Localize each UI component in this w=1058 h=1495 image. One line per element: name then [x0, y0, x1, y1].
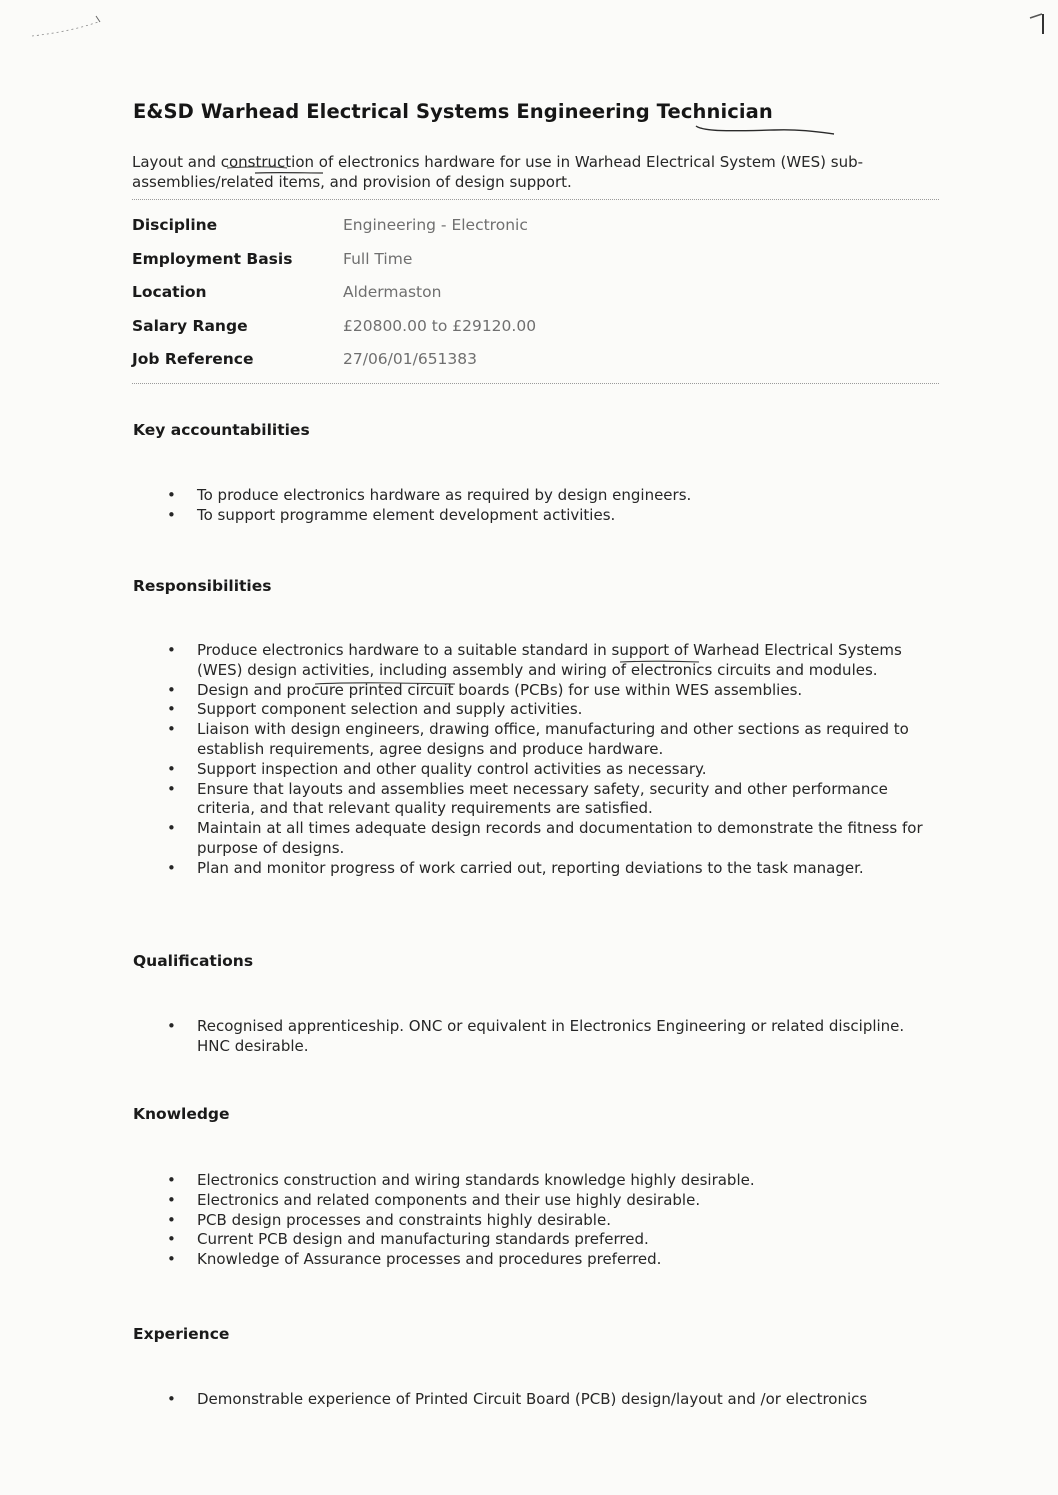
- details-label: Discipline: [132, 216, 218, 234]
- job-summary: Layout and construction of electronics hardware for use in Warhead Electrical System (WES) sub-assemblies/related items, and provision of design support.: [132, 153, 864, 191]
- list-item: • Produce electronics hardware to a suitable standard in support of Warhead Electrical Systems (WES) design activities, including assembly and wiring of electronics circuits and modules.: [165, 641, 940, 681]
- list-item: • Design and procure printed circuit boards (PCBs) for use within WES assemblies.: [165, 681, 940, 701]
- section-heading-responsibilities: Responsibilities: [133, 577, 272, 595]
- details-label: Job Reference: [132, 350, 254, 368]
- pen-underline-icon: [225, 161, 327, 175]
- list-item: • Electronics and related components and their use highly desirable.: [165, 1191, 940, 1211]
- list-item: • PCB design processes and constraints highly desirable.: [165, 1211, 940, 1231]
- details-value: Aldermaston: [343, 283, 442, 301]
- scan-pen-mark-icon: [30, 12, 110, 42]
- details-label: Employment Basis: [132, 249, 293, 268]
- details-label: Location: [132, 283, 207, 301]
- list-item: • To support programme element development activities.: [165, 506, 940, 526]
- section-heading-experience: Experience: [133, 1325, 230, 1343]
- details-value: £20800.00 to £29120.00: [343, 316, 537, 335]
- list-item: • Plan and monitor progress of work carried out, reporting deviations to the task manager.: [165, 859, 940, 879]
- list-item: • Electronics construction and wiring standards knowledge highly desirable.: [165, 1171, 940, 1191]
- list-item: • Knowledge of Assurance processes and procedures preferred.: [165, 1250, 940, 1270]
- section-heading-knowledge: Knowledge: [133, 1105, 230, 1123]
- pen-underline-icon: [694, 122, 839, 138]
- responsibilities-list: [165, 641, 940, 879]
- job-title: E&SD Warhead Electrical Systems Engineering Technician: [133, 100, 773, 123]
- details-value: 27/06/01/651383: [343, 350, 478, 368]
- list-item: • Support component selection and supply activities.: [165, 700, 940, 720]
- experience-list: [165, 1390, 940, 1410]
- section-heading-key-accountabilities: Key accountabilities: [133, 421, 310, 439]
- key-accountabilities-list: [165, 486, 940, 526]
- list-item: • Support inspection and other quality control activities as necessary.: [165, 760, 940, 780]
- list-item: • Demonstrable experience of Printed Circuit Board (PCB) design/layout and /or electronics: [165, 1390, 940, 1410]
- details-value: Engineering - Electronic: [343, 216, 528, 234]
- section-heading-qualifications: Qualifications: [133, 952, 254, 970]
- details-value: Full Time: [343, 249, 413, 268]
- list-item: • Maintain at all times adequate design records and documentation to demonstrate the fitness for purpose of designs.: [165, 819, 940, 859]
- knowledge-list: [165, 1171, 940, 1270]
- pen-underline-icon: [619, 658, 701, 666]
- details-label: Salary Range: [132, 316, 248, 335]
- scan-corner-mark-icon: [1016, 12, 1046, 38]
- list-item: • Liaison with design engineers, drawing office, manufacturing and other sections as required to establish requirements, agree designs and produce hardware.: [165, 720, 940, 760]
- qualifications-list: [165, 1017, 940, 1057]
- pen-underline-icon: [313, 679, 458, 689]
- divider: [132, 383, 939, 384]
- list-item: • To produce electronics hardware as required by design engineers.: [165, 486, 940, 506]
- list-item: • Ensure that layouts and assemblies meet necessary safety, security and other performance criteria, and that relevant quality requirements are satisfied.: [165, 780, 940, 820]
- divider: [132, 199, 939, 200]
- list-item: • Recognised apprenticeship. ONC or equivalent in Electronics Engineering or related discipline. HNC desirable.: [165, 1017, 940, 1057]
- list-item: • Current PCB design and manufacturing standards preferred.: [165, 1230, 940, 1250]
